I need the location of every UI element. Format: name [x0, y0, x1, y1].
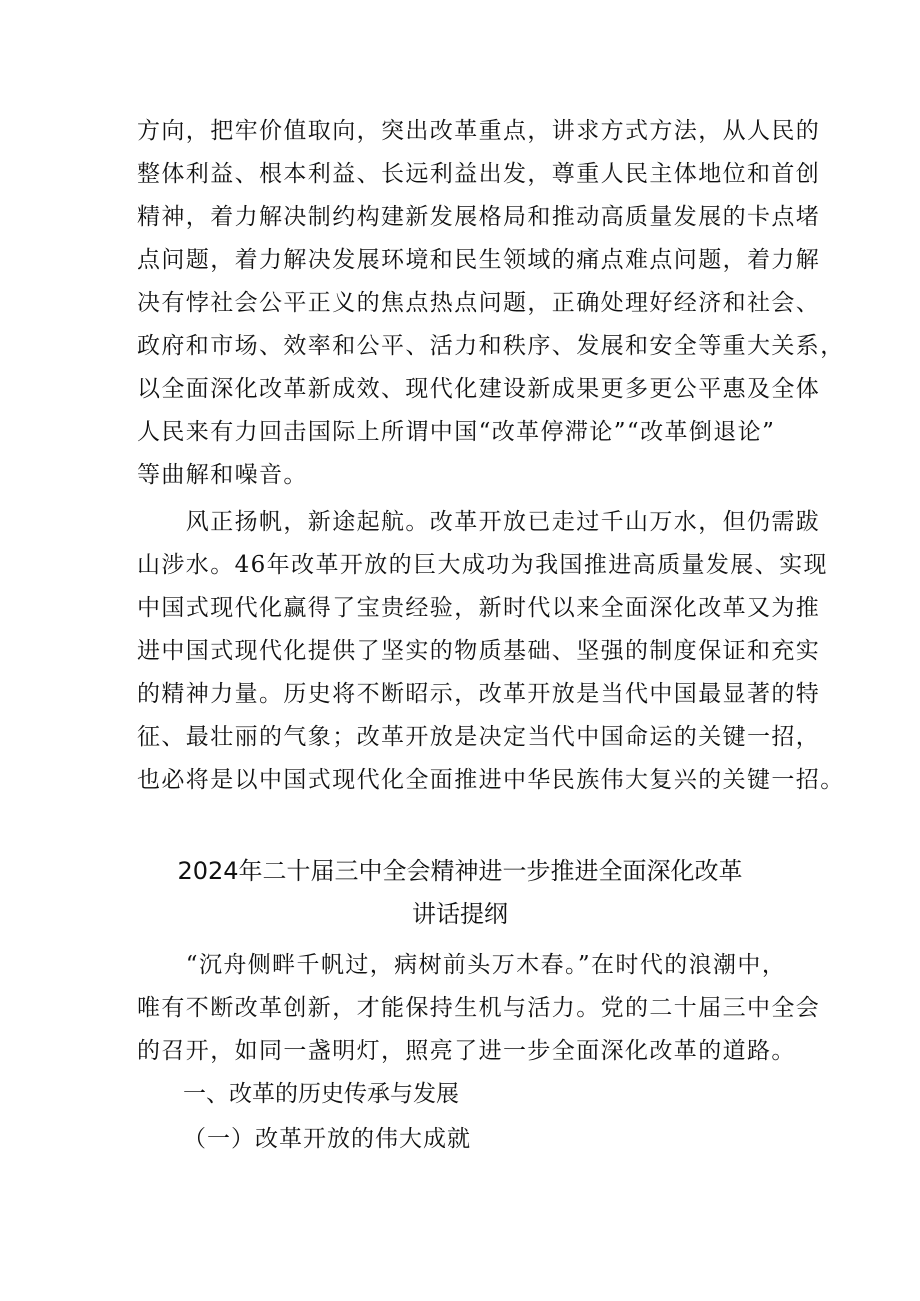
- paragraph-line: 决有悖社会公平正义的焦点热点问题，正确处理好经济和社会、: [137, 290, 821, 316]
- paragraph-line: 点问题，着力解决发展环境和民生领域的痛点难点问题，着力解: [137, 247, 821, 273]
- paragraph-line: 唯有不断改革创新，才能保持生机与活力。党的二十届三中全会: [137, 995, 821, 1021]
- paragraph-line: 也必将是以中国式现代化全面推进中华民族伟大复兴的关键一招。: [137, 767, 845, 793]
- paragraph-line: 精神，着力解决制约构建新发展格局和推动高质量发展的卡点堵: [137, 204, 821, 230]
- paragraph-line: 方向，把牢价值取向，突出改革重点，讲求方式方法，从人民的: [137, 118, 821, 144]
- paragraph-line: 等曲解和噪音。: [137, 462, 308, 488]
- section-heading: 一、改革的历史传承与发展: [183, 1081, 459, 1107]
- paragraph-line: “沉舟侧畔千帆过，病树前头万木春。”在时代的浪潮中，: [137, 952, 787, 978]
- paragraph-line: 的召开，如同一盏明灯，照亮了进一步全面深化改革的道路。: [137, 1038, 796, 1064]
- paragraph-line: 征、最壮丽的气象；改革开放是决定当代中国命运的关键一招，: [137, 724, 821, 750]
- paragraph-line: 中国式现代化赢得了宝贵经验，新时代以来全面深化改革又为推: [137, 595, 821, 621]
- title-line-1: 2024年二十届三中全会精神进一步推进全面深化改革: [177, 857, 743, 885]
- paragraph-line: 整体利益、根本利益、长远利益出发，尊重人民主体地位和首创: [137, 161, 821, 187]
- paragraph-line: 人民来有力回击国际上所谓中国“改革停滞论”“改革倒退论”: [137, 419, 776, 445]
- paragraph-line: 以全面深化改革新成效、现代化建设新成果更多更公平惠及全体: [137, 376, 821, 402]
- paragraph-line: 政府和市场、效率和公平、活力和秩序、发展和安全等重大关系，: [137, 333, 845, 359]
- paragraph-line: 山涉水。46年改革开放的巨大成功为我国推进高质量发展、实现: [137, 552, 828, 578]
- paragraph-line: 进中国式现代化提供了坚实的物质基础、坚强的制度保证和充实: [137, 638, 821, 664]
- title-line-2: 讲话提纲: [412, 900, 508, 928]
- paragraph-line: 风正扬帆，新途起航。改革开放已走过千山万水，但仍需跋: [137, 509, 821, 535]
- paragraph-line: 的精神力量。历史将不断昭示，改革开放是当代中国最显著的特: [137, 681, 821, 707]
- subsection-heading: （一）改革开放的伟大成就: [183, 1126, 471, 1152]
